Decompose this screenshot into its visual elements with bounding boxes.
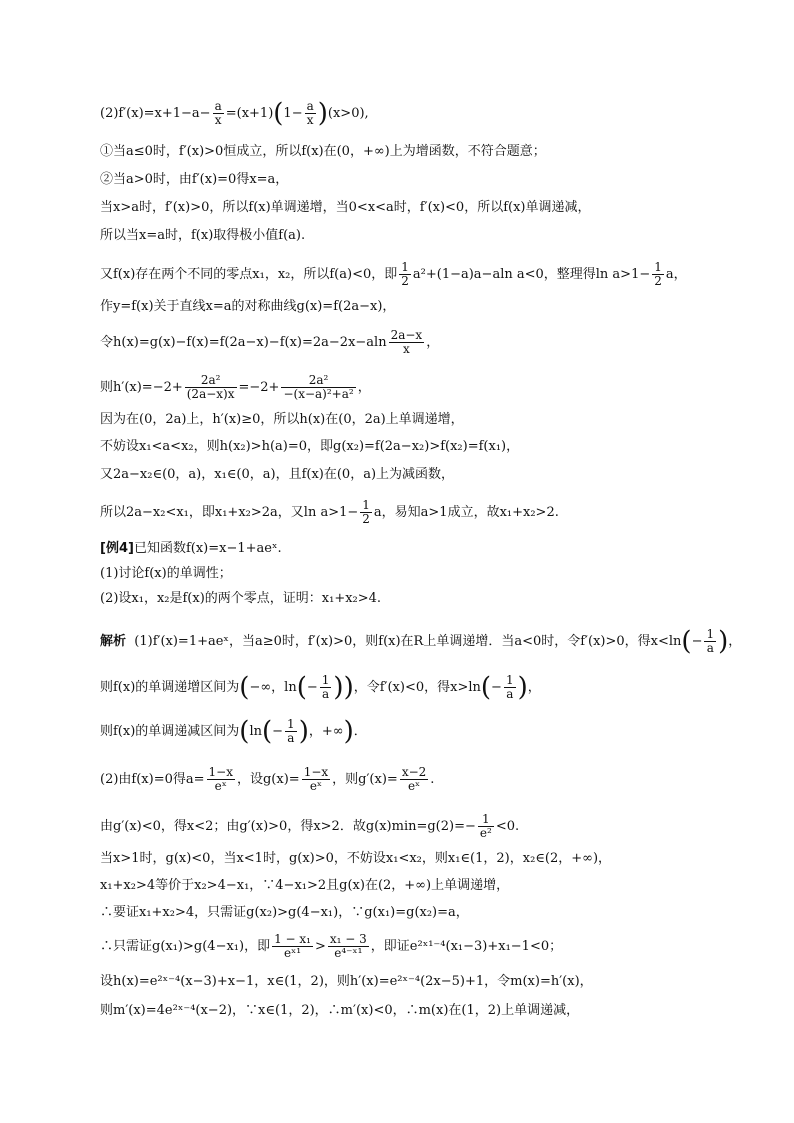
line-13: 所以2a−x₂<x₁，即x₁+x₂>2a，又ln a>1− $\frac{1}{2}$ a，易知a>1成立，故x₁+x₂>2. (100, 498, 559, 526)
solution-line-2: 则f(x)的单调递增区间为(−∞，ln(− $\frac{1}{a}$ ))，令f′(x)<0，得x>ln(− $\frac{1}{a}$ )， (100, 672, 541, 703)
text: (x>0), (327, 106, 369, 121)
line-1: (2)f′(x)=x+1−a− $\frac{a}{x}$ =(x+1)(1− $\frac{a}{x}$ )(x>0), (100, 98, 369, 129)
solution-line-7: x₁+x₂>4等价于x₂>4−x₁，∵4−x₁>2且g(x)在(2，+∞)上单调递增， (100, 878, 510, 893)
line-7: 作y=f(x)关于直线x=a的对称曲线g(x)=f(2a−x)， (100, 299, 396, 314)
line-8: 令h(x)=g(x)−f(x)=f(2a−x)−f(x)=2a−2x−aln $\frac{2a-x}{x}$ ， (100, 328, 440, 356)
solution-line-1: 解析 (1)f′(x)=1+aeˣ，当a≥0时，f′(x)>0，则f(x)在R上单调递增．当a<0时，令f′(x)>0，得x<ln(− $\frac{1}{a}$ )， (100, 626, 742, 657)
line-6: 又f(x)存在两个不同的零点x₁，x₂，所以f(a)<0，即 $\frac{1}{2}$ a²+(1−a)a−aln a<0，整理得ln a>1− $\frac{1}{2}$ a， (100, 260, 687, 288)
solution-line-3: 则f(x)的单调递减区间为(ln(− $\frac{1}{a}$ )，+∞)． (100, 716, 367, 747)
line-2: ①当a≤0时，f′(x)>0恒成立，所以f(x)在(0，+∞)上为增函数，不符合题意； (100, 144, 546, 159)
solution-line-5: 由g′(x)<0，得x<2；由g′(x)>0，得x>2．故g(x)min=g(2)=− $\frac{1}{\text{e²}}$ <0. (100, 812, 520, 840)
line-11: 不妨设x₁<a<x₂，则h(x₂)>h(a)=0，即g(x₂)=f(2a−x₂)>f(x₂)=f(x₁)， (100, 439, 520, 454)
text: (2)f′(x)=x+1−a− (100, 106, 211, 121)
example-4-title: [例4]已知函数f(x)=x−1+aeˣ. (100, 541, 282, 556)
line-10: 因为在(0，2a)上，h′(x)≥0，所以h(x)在(0，2a)上单调递增， (100, 412, 464, 427)
solution-line-4: (2)由f(x)=0得a= $\frac{1-x}{\text{eˣ}}$ ，设g(x)= $\frac{1-x}{\text{eˣ}}$ ，则g′(x)= $\frac{x-2}{\text{eˣ}}$ . (100, 765, 435, 793)
line-16: (2)设x₁，x₂是f(x)的两个零点，证明：x₁+x₂>4. (100, 591, 382, 606)
solution-line-11: 则m′(x)=4e²ˣ⁻⁴(x−2)，∵x∈(1，2)，∴m′(x)<0，∴m(x)在(1，2)上单调递减， (100, 1003, 580, 1018)
line-12: 又2a−x₂∈(0，a)，x₁∈(0，a)，且f(x)在(0，a)上为减函数， (100, 467, 455, 482)
solution-line-10: 设h(x)=e²ˣ⁻⁴(x−3)+x−1，x∈(1，2)，则h′(x)=e²ˣ⁻⁴(2x−5)+1，令m(x)=h′(x)， (100, 974, 593, 989)
fraction: $\frac{a}{x}$ (214, 99, 222, 127)
line-4: 当x>a时，f′(x)>0，所以f(x)单调递增，当0<x<a时，f′(x)<0，所以f(x)单调递减， (100, 200, 591, 215)
line-3: ②当a>0时，由f′(x)=0得x=a， (100, 172, 289, 187)
solution-line-6: 当x>1时，g(x)<0，当x<1时，g(x)>0，不妨设x₁<x₂，则x₁∈(1，2)，x₂∈(2，+∞)， (100, 851, 612, 866)
line-15: (1)讨论f(x)的单调性； (100, 566, 232, 581)
solution-line-8: ∴要证x₁+x₂>4，只需证g(x₂)>g(4−x₁)，∵g(x₁)=g(x₂)=a， (100, 905, 469, 920)
line-9: 则h′(x)=−2+ $\frac{\text{2a²}}{(2a-x)x}$ =−2+ $\frac{\text{2a²}}{\text{−(x−a)²+a²}}$ ， (100, 373, 371, 401)
text: =(x+1) (225, 106, 274, 121)
solution-line-9: ∴只需证g(x₁)>g(4−x₁)，即 $\frac{\text{1 − x₁}}{\text{eˣ¹}}$ > $\frac{\text{x₁ − 3}}{\text{e⁴⁻ˣ¹}}$ ，即证e²ˣ¹⁻⁴(x₁−3)+x₁−1<0； (100, 932, 563, 960)
line-5: 所以当x=a时，f(x)取得极小值f(a). (100, 228, 306, 243)
fraction: $\frac{a}{x}$ (306, 99, 314, 127)
